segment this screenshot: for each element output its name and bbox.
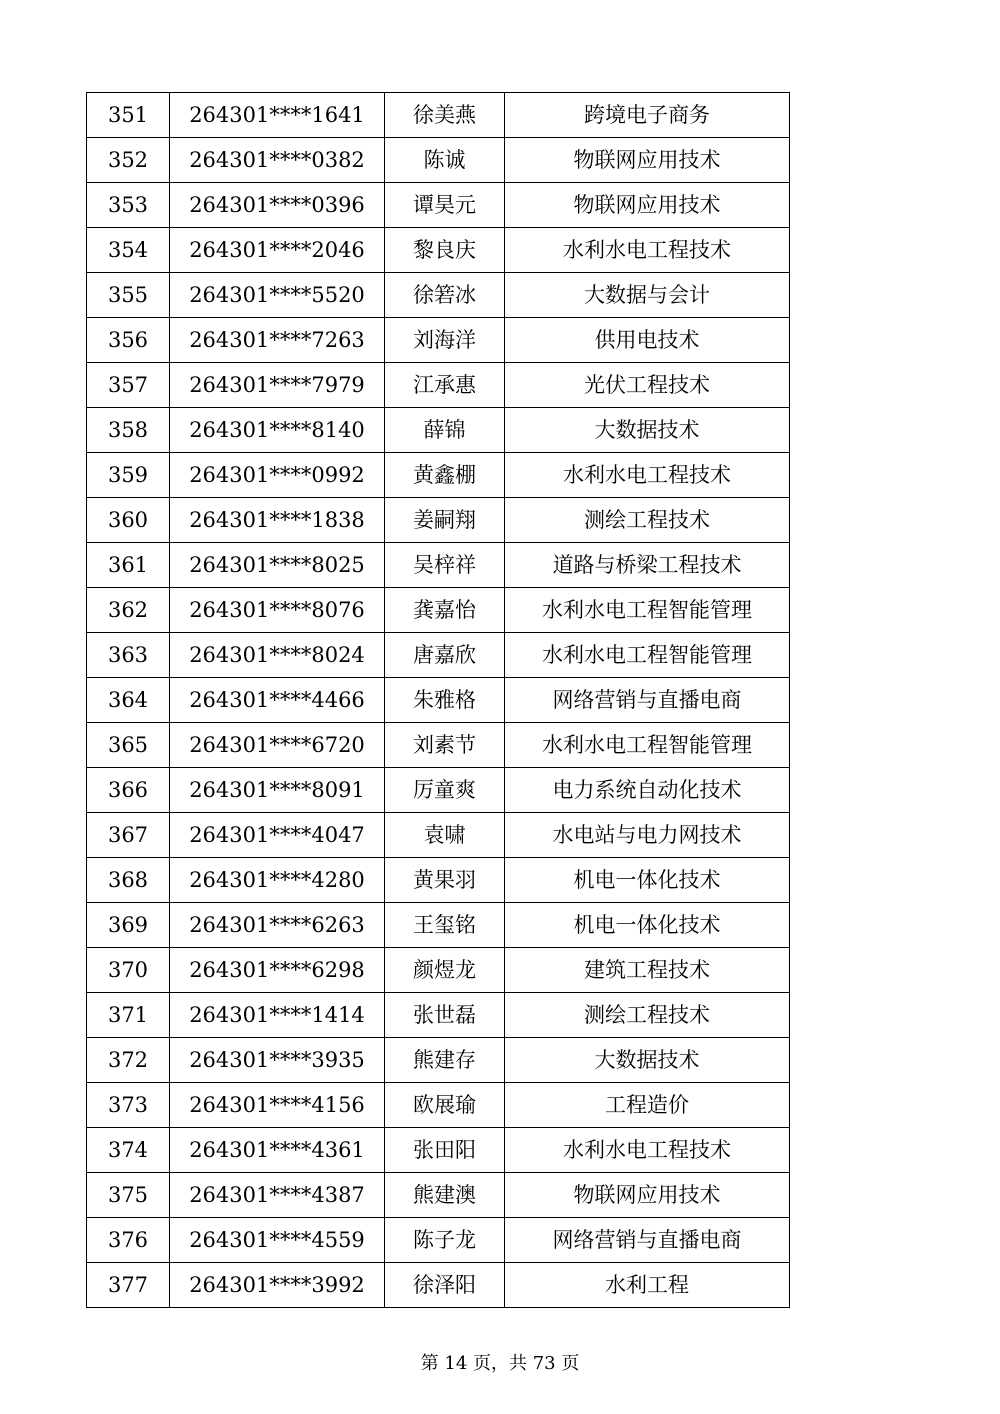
id-number-cell: 264301****7263 <box>170 318 385 363</box>
serial-number-cell: 351 <box>87 93 170 138</box>
serial-number-cell: 376 <box>87 1218 170 1263</box>
major-cell: 机电一体化技术 <box>505 858 790 903</box>
serial-number-cell: 355 <box>87 273 170 318</box>
serial-number-cell: 369 <box>87 903 170 948</box>
table-row <box>87 498 790 543</box>
major-cell: 水利水电工程技术 <box>505 453 790 498</box>
major-cell: 网络营销与直播电商 <box>505 678 790 723</box>
major-cell: 大数据技术 <box>505 1038 790 1083</box>
student-name-cell: 黎良庆 <box>385 228 505 273</box>
id-number-cell: 264301****0396 <box>170 183 385 228</box>
table-row <box>87 633 790 678</box>
id-number-cell: 264301****6720 <box>170 723 385 768</box>
id-number-cell: 264301****4361 <box>170 1128 385 1173</box>
serial-number-cell: 375 <box>87 1173 170 1218</box>
serial-number-cell: 354 <box>87 228 170 273</box>
major-cell: 水利水电工程智能管理 <box>505 633 790 678</box>
student-name-cell: 徐箬冰 <box>385 273 505 318</box>
table-row <box>87 408 790 453</box>
id-number-cell: 264301****4156 <box>170 1083 385 1128</box>
serial-number-cell: 367 <box>87 813 170 858</box>
student-name-cell: 谭昊元 <box>385 183 505 228</box>
table-row <box>87 1083 790 1128</box>
id-number-cell: 264301****4047 <box>170 813 385 858</box>
serial-number-cell: 356 <box>87 318 170 363</box>
major-cell: 水电站与电力网技术 <box>505 813 790 858</box>
major-cell: 大数据技术 <box>505 408 790 453</box>
serial-number-cell: 360 <box>87 498 170 543</box>
major-cell: 水利工程 <box>505 1263 790 1308</box>
student-name-cell: 陈诚 <box>385 138 505 183</box>
major-cell: 电力系统自动化技术 <box>505 768 790 813</box>
student-name-cell: 熊建存 <box>385 1038 505 1083</box>
major-cell: 大数据与会计 <box>505 273 790 318</box>
table-row <box>87 813 790 858</box>
table-row <box>87 543 790 588</box>
major-cell: 水利水电工程技术 <box>505 228 790 273</box>
id-number-cell: 264301****3992 <box>170 1263 385 1308</box>
student-name-cell: 张田阳 <box>385 1128 505 1173</box>
major-cell: 网络营销与直播电商 <box>505 1218 790 1263</box>
table-row <box>87 138 790 183</box>
table-row <box>87 228 790 273</box>
major-cell: 物联网应用技术 <box>505 138 790 183</box>
id-number-cell: 264301****4387 <box>170 1173 385 1218</box>
id-number-cell: 264301****4559 <box>170 1218 385 1263</box>
major-cell: 跨境电子商务 <box>505 93 790 138</box>
student-name-cell: 朱雅格 <box>385 678 505 723</box>
id-number-cell: 264301****2046 <box>170 228 385 273</box>
id-number-cell: 264301****1838 <box>170 498 385 543</box>
table-row <box>87 1038 790 1083</box>
serial-number-cell: 358 <box>87 408 170 453</box>
student-name-cell: 姜嗣翔 <box>385 498 505 543</box>
major-cell: 水利水电工程智能管理 <box>505 723 790 768</box>
serial-number-cell: 352 <box>87 138 170 183</box>
table-row <box>87 318 790 363</box>
student-name-cell: 徐美燕 <box>385 93 505 138</box>
table-row <box>87 948 790 993</box>
major-cell: 工程造价 <box>505 1083 790 1128</box>
serial-number-cell: 366 <box>87 768 170 813</box>
student-name-cell: 吴梓祥 <box>385 543 505 588</box>
major-cell: 机电一体化技术 <box>505 903 790 948</box>
student-name-cell: 黄鑫棚 <box>385 453 505 498</box>
serial-number-cell: 359 <box>87 453 170 498</box>
student-name-cell: 颜煜龙 <box>385 948 505 993</box>
id-number-cell: 264301****3935 <box>170 1038 385 1083</box>
table-row <box>87 273 790 318</box>
id-number-cell: 264301****4466 <box>170 678 385 723</box>
serial-number-cell: 361 <box>87 543 170 588</box>
table-row <box>87 993 790 1038</box>
table-row <box>87 93 790 138</box>
student-name-cell: 欧展瑜 <box>385 1083 505 1128</box>
table-row <box>87 903 790 948</box>
major-cell: 水利水电工程智能管理 <box>505 588 790 633</box>
serial-number-cell: 362 <box>87 588 170 633</box>
serial-number-cell: 357 <box>87 363 170 408</box>
roster-table-body <box>87 93 790 1308</box>
student-name-cell: 张世磊 <box>385 993 505 1038</box>
id-number-cell: 264301****0992 <box>170 453 385 498</box>
serial-number-cell: 364 <box>87 678 170 723</box>
student-name-cell: 袁啸 <box>385 813 505 858</box>
major-cell: 测绘工程技术 <box>505 993 790 1038</box>
serial-number-cell: 368 <box>87 858 170 903</box>
student-name-cell: 陈子龙 <box>385 1218 505 1263</box>
student-name-cell: 龚嘉怡 <box>385 588 505 633</box>
serial-number-cell: 363 <box>87 633 170 678</box>
student-name-cell: 薛锦 <box>385 408 505 453</box>
id-number-cell: 264301****6263 <box>170 903 385 948</box>
id-number-cell: 264301****1414 <box>170 993 385 1038</box>
student-name-cell: 唐嘉欣 <box>385 633 505 678</box>
major-cell: 光伏工程技术 <box>505 363 790 408</box>
id-number-cell: 264301****8140 <box>170 408 385 453</box>
major-cell: 供用电技术 <box>505 318 790 363</box>
page-number-footer: 第 14 页，共 73 页 <box>420 1353 580 1374</box>
major-cell: 道路与桥梁工程技术 <box>505 543 790 588</box>
major-cell: 物联网应用技术 <box>505 183 790 228</box>
major-cell: 建筑工程技术 <box>505 948 790 993</box>
serial-number-cell: 371 <box>87 993 170 1038</box>
table-row <box>87 1263 790 1308</box>
serial-number-cell: 374 <box>87 1128 170 1173</box>
student-name-cell: 江承惠 <box>385 363 505 408</box>
table-row <box>87 858 790 903</box>
table-row <box>87 723 790 768</box>
student-name-cell: 厉童爽 <box>385 768 505 813</box>
serial-number-cell: 372 <box>87 1038 170 1083</box>
id-number-cell: 264301****8024 <box>170 633 385 678</box>
serial-number-cell: 353 <box>87 183 170 228</box>
id-number-cell: 264301****1641 <box>170 93 385 138</box>
id-number-cell: 264301****0382 <box>170 138 385 183</box>
id-number-cell: 264301****7979 <box>170 363 385 408</box>
table-row <box>87 768 790 813</box>
serial-number-cell: 377 <box>87 1263 170 1308</box>
student-name-cell: 刘海洋 <box>385 318 505 363</box>
table-row <box>87 588 790 633</box>
major-cell: 物联网应用技术 <box>505 1173 790 1218</box>
student-name-cell: 刘素节 <box>385 723 505 768</box>
roster-table <box>86 92 790 1308</box>
major-cell: 水利水电工程技术 <box>505 1128 790 1173</box>
student-name-cell: 黄果羽 <box>385 858 505 903</box>
id-number-cell: 264301****8025 <box>170 543 385 588</box>
id-number-cell: 264301****5520 <box>170 273 385 318</box>
major-cell: 测绘工程技术 <box>505 498 790 543</box>
table-row <box>87 183 790 228</box>
id-number-cell: 264301****8076 <box>170 588 385 633</box>
serial-number-cell: 373 <box>87 1083 170 1128</box>
table-row <box>87 453 790 498</box>
student-name-cell: 熊建澳 <box>385 1173 505 1218</box>
id-number-cell: 264301****4280 <box>170 858 385 903</box>
student-name-cell: 徐泽阳 <box>385 1263 505 1308</box>
table-row <box>87 1218 790 1263</box>
table-row <box>87 678 790 723</box>
student-name-cell: 王玺铭 <box>385 903 505 948</box>
table-row <box>87 363 790 408</box>
serial-number-cell: 365 <box>87 723 170 768</box>
serial-number-cell: 370 <box>87 948 170 993</box>
id-number-cell: 264301****8091 <box>170 768 385 813</box>
table-row <box>87 1173 790 1218</box>
table-row <box>87 1128 790 1173</box>
id-number-cell: 264301****6298 <box>170 948 385 993</box>
